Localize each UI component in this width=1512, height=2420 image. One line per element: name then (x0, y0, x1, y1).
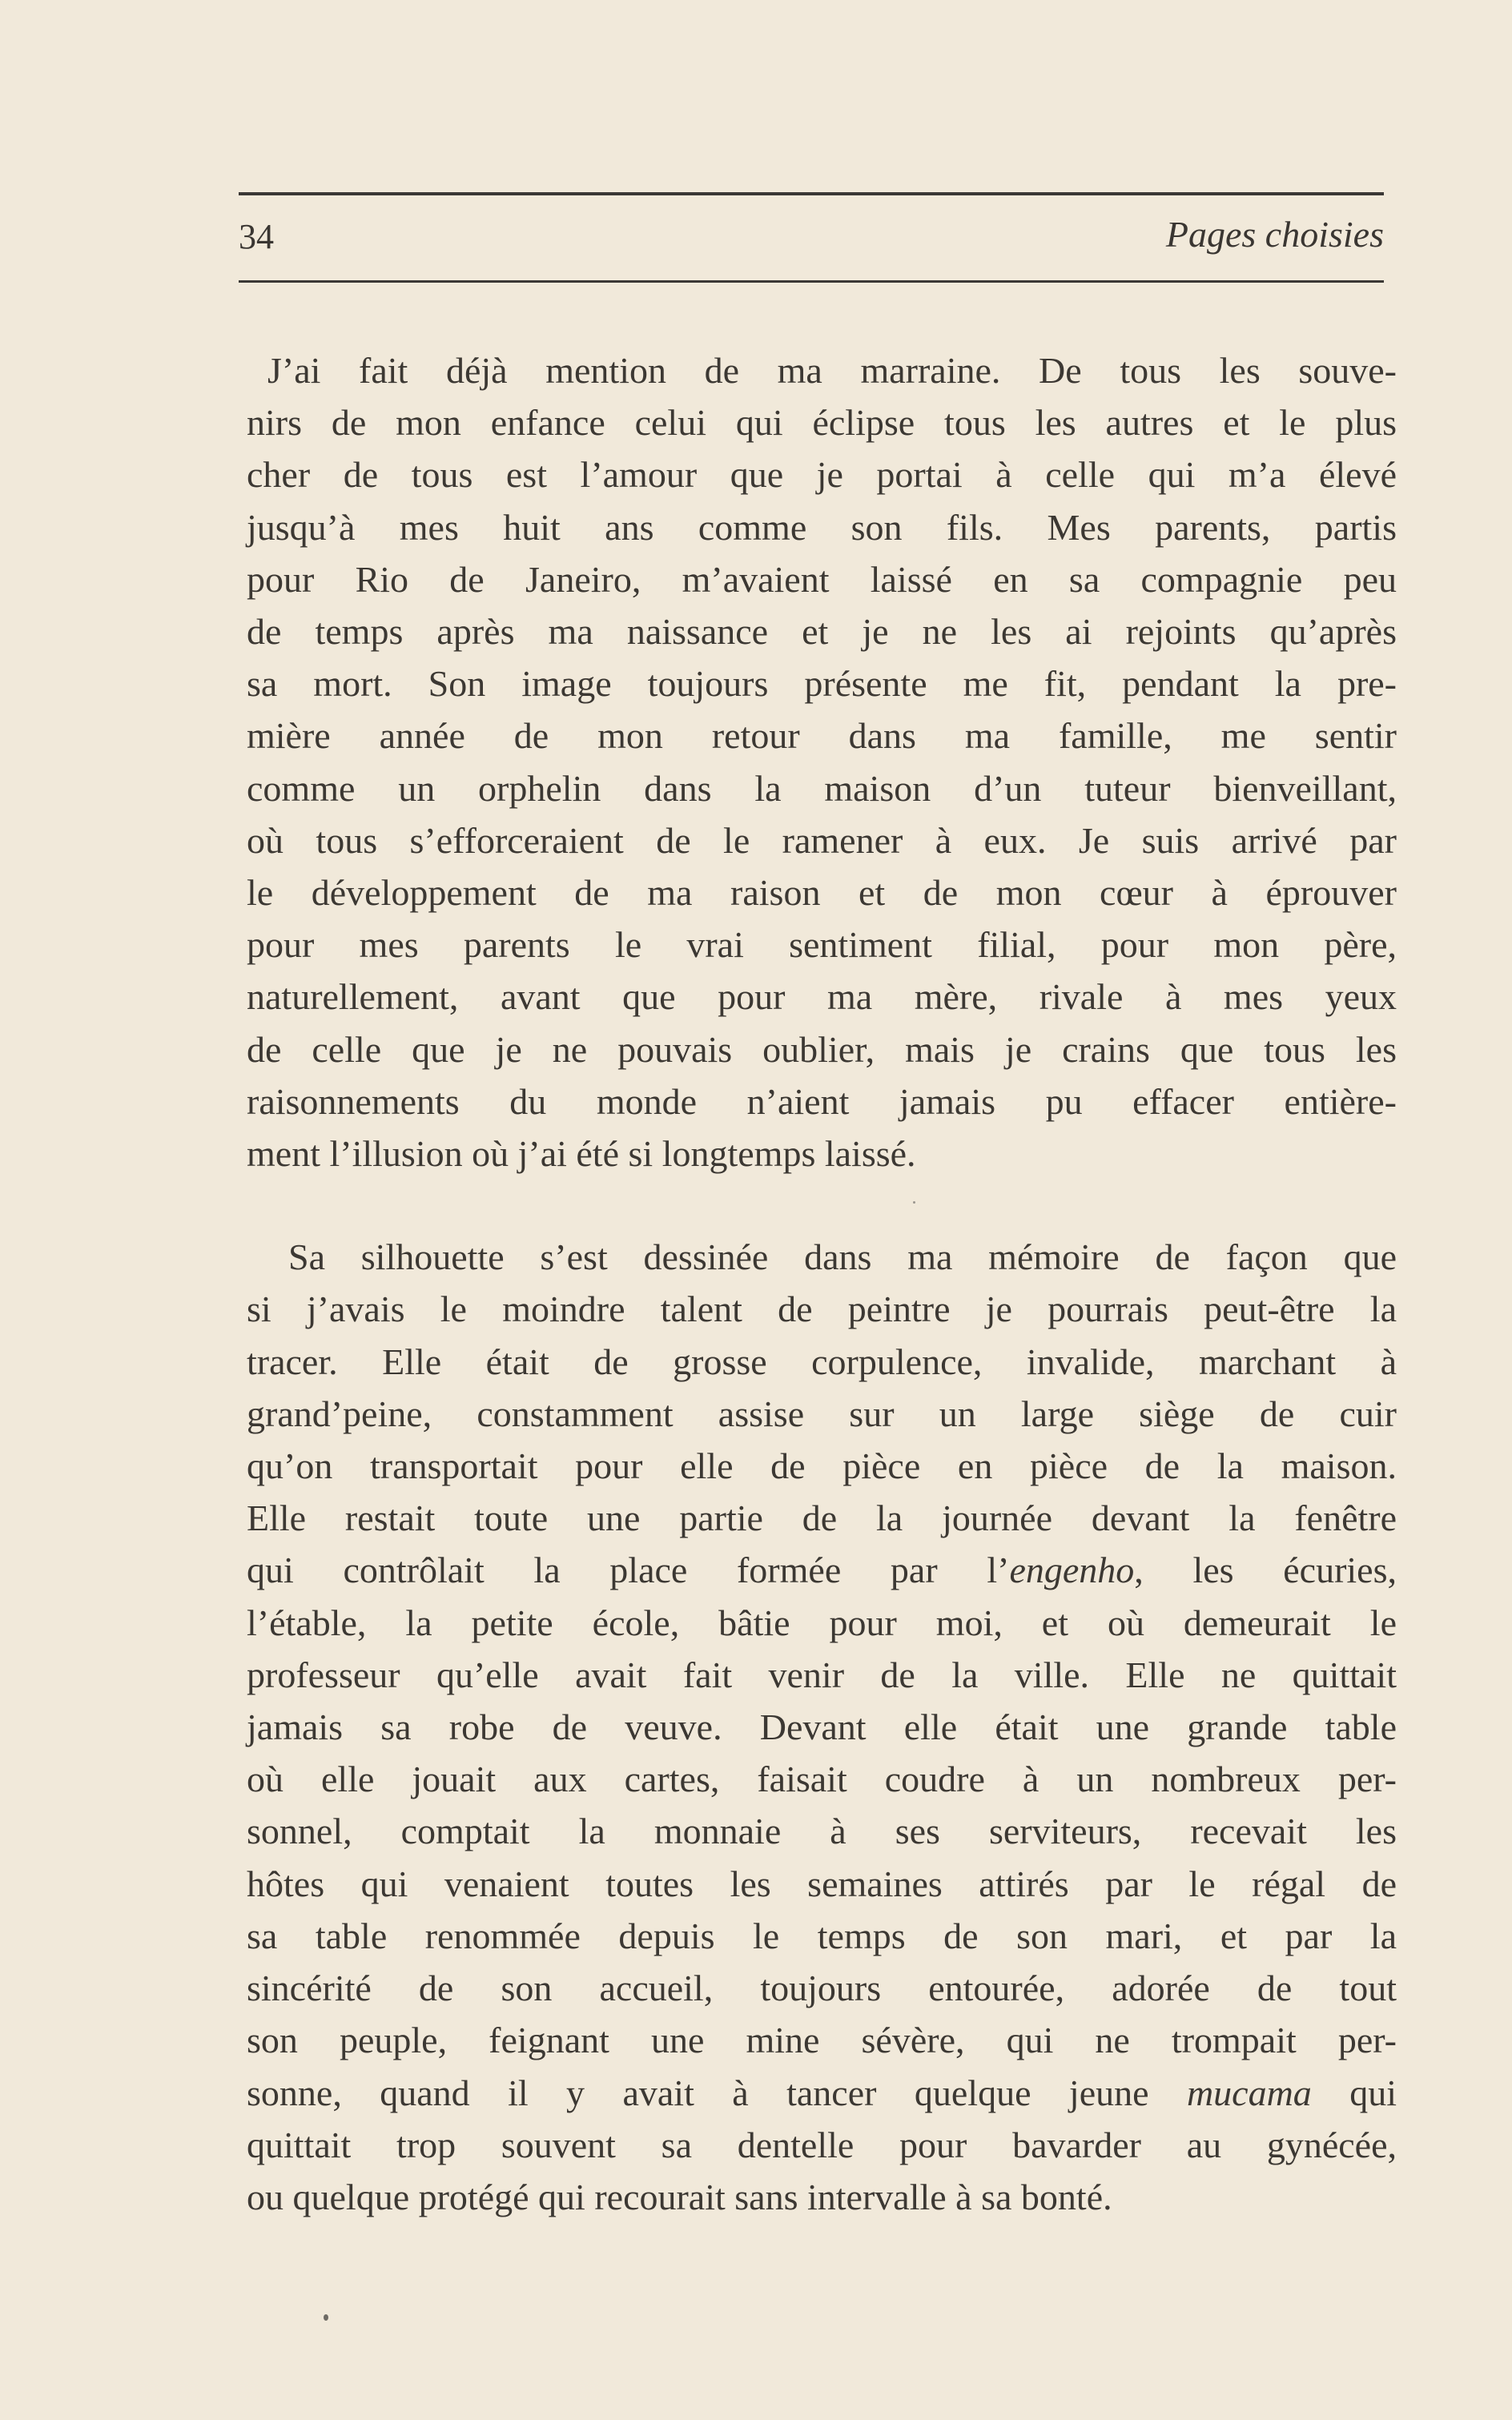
text-line-mixed (247, 2067, 1397, 2119)
running-head (239, 210, 1384, 266)
text-line: qu’on transportait pour elle de pièce en pièce de la maison. (247, 1445, 1397, 1487)
text-line: sa mort. Son image toujours présente me fit, pendant la pre- (247, 663, 1397, 705)
text-line: où elle jouait aux cartes, faisait coudre à un nombreux per- (247, 1759, 1397, 1800)
text-line: grand’peine, constamment assise sur un large siège de cuir (247, 1393, 1397, 1434)
text-line: nirs de mon enfance celui qui éclipse tous les autres et le plus (247, 402, 1397, 444)
running-title: Pages choisies (1165, 214, 1384, 255)
text-line: hôtes qui venaient toutes les semaines attirés par le régal de (247, 1863, 1397, 1904)
text-segment: sonne, quand il y avait à tancer quelque jeune (247, 2072, 1187, 2113)
text-line: jamais sa robe de veuve. Devant elle était une grande table (247, 1706, 1397, 1748)
text-segment: qui contrôlait la place formée par l’ (247, 1550, 1010, 1591)
text-line: pour mes parents le vrai sentiment filial, pour mon père, (247, 924, 1397, 966)
text-line: Elle restait toute une partie de la journée devant la fenêtre (247, 1497, 1397, 1539)
text-line: sonnel, comptait la monnaie à ses serviteurs, recevait les (247, 1811, 1397, 1852)
text-line: l’étable, la petite école, bâtie pour moi, et où demeurait le (247, 1602, 1397, 1643)
text-line: pour Rio de Janeiro, m’avaient laissé en sa compagnie peu (247, 558, 1397, 600)
text-line: quittait trop souvent sa dentelle pour bavarder au gynécée, (247, 2124, 1397, 2165)
text-line: mière année de mon retour dans ma famille, me sentir (247, 715, 1397, 757)
body-text (247, 344, 1397, 2223)
text-line: sa table renommée depuis le temps de son mari, et par la (247, 1915, 1397, 1956)
text-line: si j’avais le moindre talent de peintre je pourrais peut-être la (247, 1288, 1397, 1330)
text-line: sincérité de son accueil, toujours entourée, adorée de tout (247, 1968, 1397, 2009)
text-segment: , les écuries, (1134, 1550, 1397, 1591)
italic-term: mucama (1186, 2072, 1312, 2113)
text-line: comme un orphelin dans la maison d’un tuteur bienveillant, (247, 767, 1397, 809)
text-line: J’ai fait déjà mention de ma marraine. De tous les souve- (267, 350, 1397, 391)
text-line: professeur qu’elle avait fait venir de la ville. Elle ne quittait (247, 1654, 1397, 1695)
text-line: son peuple, feignant une mine sévère, qui ne trompait per- (247, 2020, 1397, 2061)
text-line: ment l’illusion où j’ai été si longtemps laissé. (247, 1133, 916, 1175)
text-line-mixed (247, 1544, 1397, 1596)
text-line: ou quelque protégé qui recourait sans intervalle à sa bonté. (247, 2176, 1112, 2217)
text-line: de temps après ma naissance et je ne les ai rejoints qu’après (247, 611, 1397, 653)
paper-speck (913, 1201, 915, 1204)
text-line: naturellement, avant que pour ma mère, rivale à mes yeux (247, 976, 1397, 1018)
text-line: tracer. Elle était de grosse corpulence, invalide, marchant à (247, 1341, 1397, 1382)
text-line: cher de tous est l’amour que je portai à celle qui m’a élevé (247, 454, 1397, 496)
header-rule-bottom (239, 280, 1384, 283)
text-line: de celle que je ne pouvais oublier, mais je crains que tous les (247, 1028, 1397, 1070)
text-line: le développement de ma raison et de mon cœur à éprouver (247, 872, 1397, 914)
text-line: jusqu’à mes huit ans comme son fils. Mes parents, partis (247, 506, 1397, 548)
text-segment: qui (1311, 2072, 1397, 2113)
text-line: Sa silhouette s’est dessinée dans ma mémoire de façon que (288, 1236, 1397, 1278)
text-line: raisonnements du monde n’aient jamais pu effacer entière- (247, 1080, 1397, 1122)
page-number: 34 (239, 217, 274, 256)
paragraph-2 (247, 1231, 1397, 2223)
text-line: où tous s’efforceraient de le ramener à eux. Je suis arrivé par (247, 819, 1397, 861)
header-rule-top (239, 192, 1384, 195)
paragraph-1 (247, 344, 1397, 1180)
paper-speck (324, 2314, 328, 2321)
italic-term: engenho (1009, 1550, 1135, 1591)
